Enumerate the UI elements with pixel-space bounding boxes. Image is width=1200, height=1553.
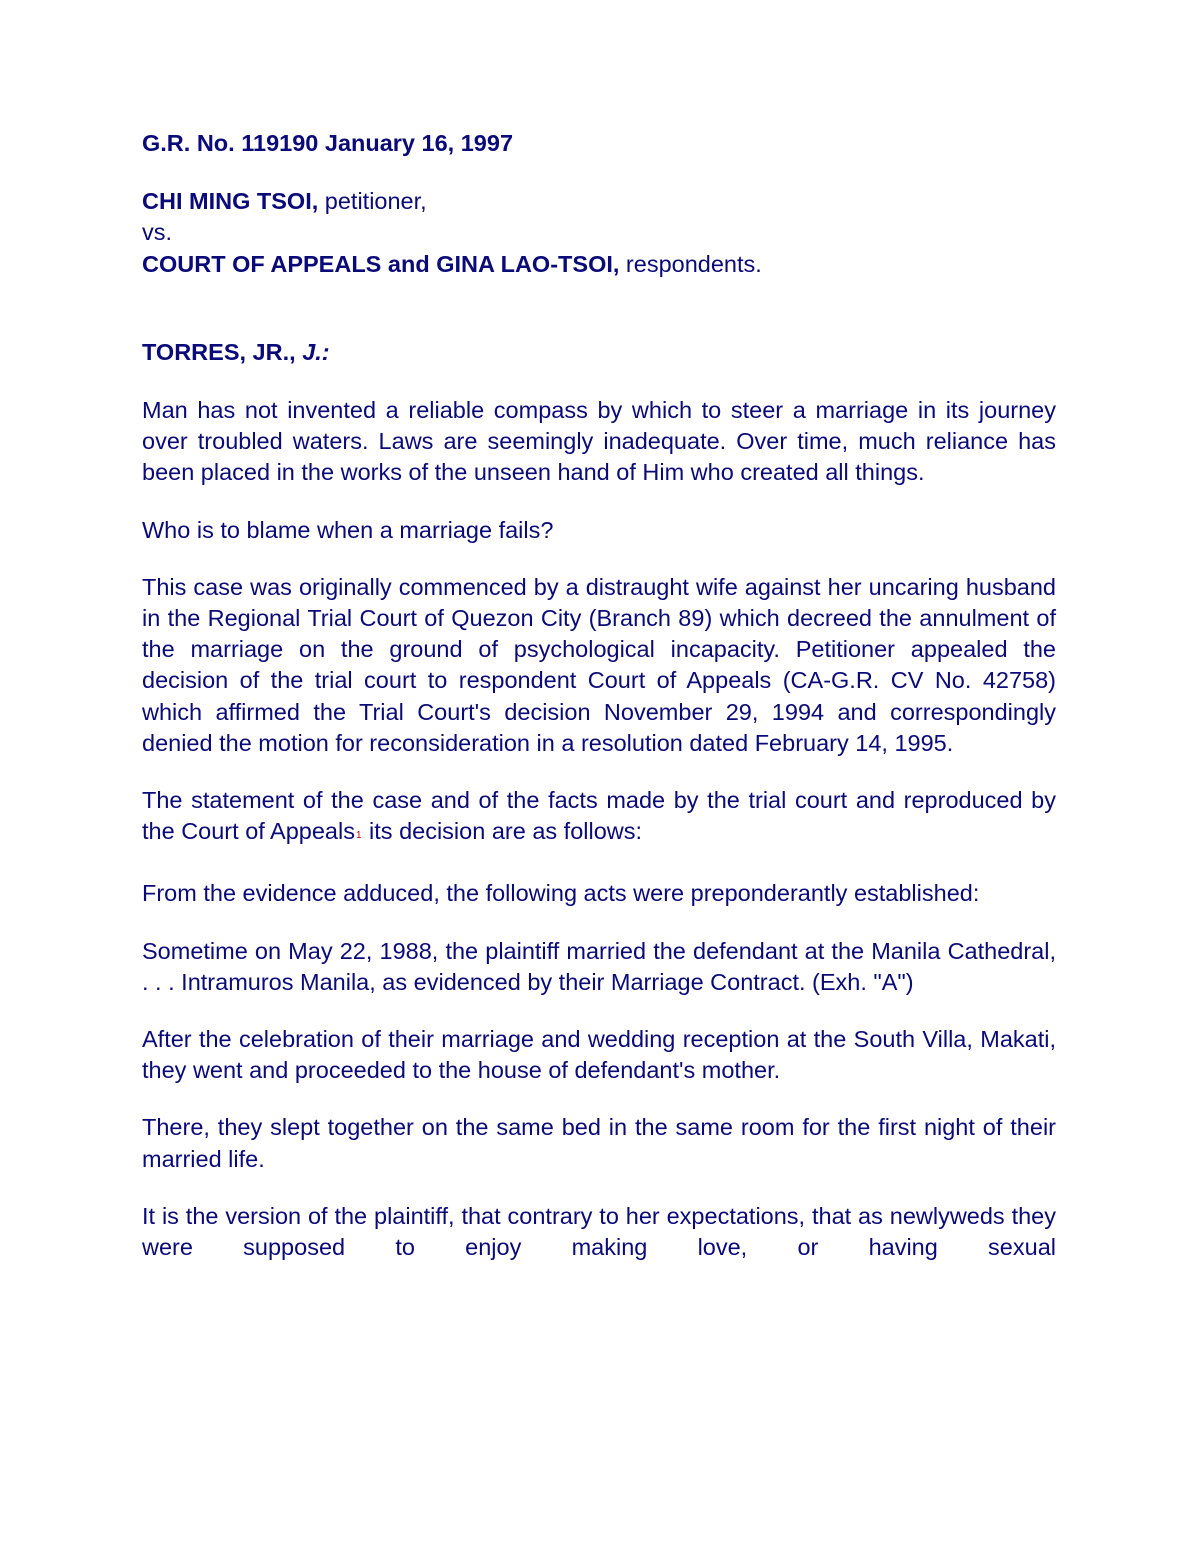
respondents-role: respondents.: [619, 250, 762, 277]
ponente-line: [142, 337, 1056, 368]
paragraph-8: There, they slept together on the same bed in the same room for the first night of their married life.: [142, 1114, 1056, 1172]
document-page: [142, 128, 1056, 1263]
ponente-name: TORRES, JR.,: [142, 338, 303, 365]
paragraph-2: Who is to blame when a marriage fails?: [142, 516, 554, 543]
paragraph-7: After the celebration of their marriage and wedding reception at the South Villa, Makati, they went and proceeded to the house of defendant's mother.: [142, 1026, 1056, 1084]
paragraph-4-text-b: its decision are as follows:: [362, 818, 643, 845]
petitioner-line: [142, 186, 1056, 217]
case-number: [142, 128, 1056, 159]
petitioner-name: CHI MING TSOI,: [142, 188, 319, 215]
paragraph-9: It is the version of the plaintiff, that contrary to her expectations, that as newlyweds they were supposed to enjoy making love, or having sexual: [142, 1202, 1056, 1261]
footnote-link[interactable]: 1: [355, 830, 362, 842]
respondents-name: COURT OF APPEALS and GINA LAO-TSOI,: [142, 250, 620, 277]
paragraph-1: Man has not invented a reliable compass by which to steer a marriage in its journey over troubled waters. Laws are seemingly inadequate. Over time, much reliance has been placed in the works of the unseen hand of Him who created all things.: [142, 397, 1056, 486]
ponente-title: J.:: [302, 338, 330, 365]
paragraph-4-text-a: The statement of the case and of the facts made by the trial court and reproduced by the Court of Appeals: [142, 787, 1056, 845]
petitioner-role: petitioner,: [318, 188, 427, 215]
paragraph-3: This case was originally commenced by a distraught wife against her uncaring husband in the Regional Trial Court of Quezon City (Branch 89) which decreed the annulment of the marriage on the ground of psychological incapacity. Petitioner appealed the decision of the trial court to respondent Court of Appeals (CA-G.R. CV No. 42758) which affirmed the Trial Court's decision November 29, 1994 and correspondingly denied the motion for reconsideration in a resolution dated February 14, 1995.: [142, 573, 1056, 756]
paragraph-4: [142, 785, 1056, 852]
respondents-line: [142, 249, 1056, 280]
versus-text: vs.: [142, 219, 173, 246]
case-number-text: G.R. No. 119190 January 16, 1997: [142, 130, 514, 156]
versus-line: [142, 217, 1056, 248]
paragraph-5: From the evidence adduced, the following acts were preponderantly established:: [142, 880, 980, 907]
paragraph-6: Sometime on May 22, 1988, the plaintiff married the defendant at the Manila Cathedral, . . . Intramuros Manila, as evidenced by their Marriage Contract. (Exh. "A"): [142, 937, 1056, 995]
